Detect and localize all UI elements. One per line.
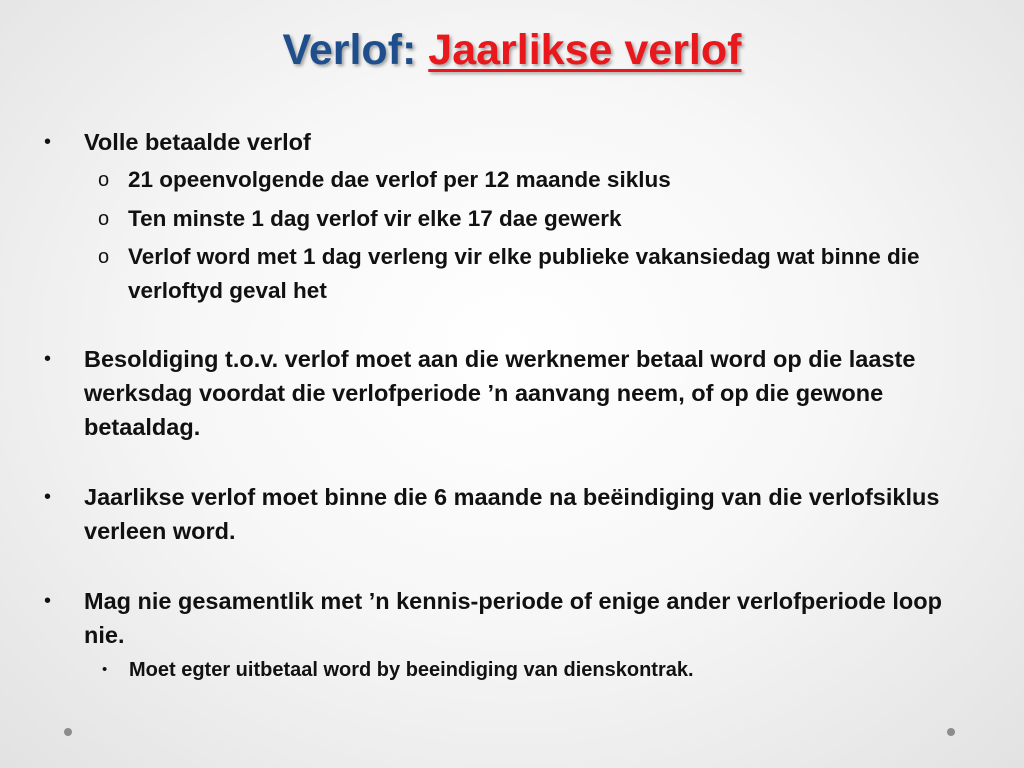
- bullet-item: [40, 584, 980, 652]
- slide-title: [0, 24, 1024, 76]
- bullet-item: [40, 480, 980, 548]
- title-prefix: Verlof:: [282, 26, 417, 74]
- slide-body: [40, 125, 980, 685]
- sub-bullet-item: [40, 201, 980, 237]
- sub-bullet-text: Verlof word met 1 dag verleng vir elke publieke vakansiedag wat binne die verloftyd geval het: [128, 244, 920, 303]
- bullet-text: Mag nie gesamentlik met ’n kennis-periode of enige ander verlofperiode loop nie.: [84, 588, 942, 648]
- bullet-icon: •: [44, 131, 52, 153]
- circle-bullet-icon: o: [98, 246, 110, 268]
- bullet-text: Volle betaalde verlof: [84, 129, 311, 155]
- bullet-item: [40, 342, 980, 444]
- bullet-icon: •: [44, 348, 52, 370]
- bullet-text: Besoldiging t.o.v. verlof moet aan die werknemer betaal word op die laaste werksdag voordat die verlofperiode ’n aanvang neem, of op die gewone betaaldag.: [84, 346, 916, 440]
- decorative-dot-right: [947, 728, 955, 736]
- bullet-text: Jaarlikse verlof moet binne die 6 maande na beëindiging van die verlofsiklus verleen word.: [84, 484, 940, 544]
- bullet-icon: •: [102, 661, 108, 678]
- sub-bullet-text: Ten minste 1 dag verlof vir elke 17 dae gewerk: [128, 206, 622, 231]
- decorative-dot-left: [64, 728, 72, 736]
- circle-bullet-icon: o: [98, 208, 110, 230]
- sub-bullet-item: [40, 240, 980, 308]
- title-highlight: Jaarlikse verlof: [428, 26, 742, 74]
- sub-bullet-text: 21 opeenvolgende dae verlof per 12 maande siklus: [128, 167, 671, 192]
- sub-bullet-item: [40, 162, 980, 198]
- circle-bullet-icon: o: [98, 169, 110, 191]
- bullet-icon: •: [44, 590, 52, 612]
- sub-bullet-text: Moet egter uitbetaal word by beeindiging van dienskontrak.: [129, 659, 694, 681]
- bullet-icon: •: [44, 486, 52, 508]
- bullet-item: [40, 125, 980, 159]
- sub-bullet-item: [40, 655, 980, 685]
